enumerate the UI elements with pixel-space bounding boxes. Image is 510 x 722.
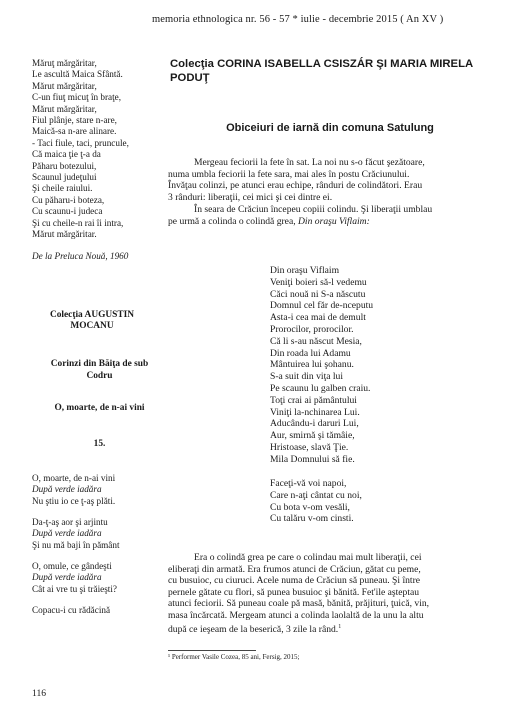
poem-line: Şi cu cheile-n rai îi intra, (32, 217, 124, 228)
verse-line: Cu talăru v-om cinsti. (270, 513, 354, 525)
verse-line: Hristoase, slavă Ţie. (270, 441, 349, 453)
song-refrain: După verde iadăra (32, 484, 102, 495)
footnote-divider (168, 650, 256, 651)
paragraph-text: pe urmă a colinda o colindă grea, (168, 215, 298, 227)
poem-source: De la Preluca Nouă, 1960 (32, 251, 129, 261)
poem-line: Cu păharu-i boteza, (32, 194, 105, 205)
paragraph-line (168, 216, 490, 228)
paragraph-line: Mergeau feciorii la fete în sat. La noi nu s-o făcut şezătoare, (194, 157, 425, 168)
paragraph-line: Era o colindă grea pe care o colindau mai mult liberaţii, cei (194, 552, 422, 563)
verse-line: Faceţi-vă voi napoi, (270, 478, 347, 489)
section-title: Obiceiuri de iarnă din comuna Satulung (226, 122, 434, 134)
intro-paragraph-2 (168, 204, 490, 227)
song-line: Cât ai vre tu şi trăieşti? (32, 583, 117, 594)
verse-line: Că li s-au născut Mesia, (270, 335, 362, 347)
poem-line: Că maica ţie ţ-a da (32, 149, 101, 160)
verse-line: Aducându-i daruri Lui, (270, 418, 359, 430)
paragraph-line: eliberaţi din armată. Era frumos atunci de Crăciun, gătat cu peme, (168, 563, 421, 575)
song-stanza-1 (32, 473, 182, 507)
left-poem (32, 58, 182, 241)
verse-line: Din roada lui Adamu (270, 347, 351, 359)
song-number: 15. (93, 439, 106, 449)
footnote: ¹ Performer Vasile Cozea, 85 ani, Fersig, 2015; (168, 653, 300, 661)
song-line: Nu ştiu io ce ţ-aş plăti. (32, 495, 116, 506)
collection-augustin-heading (32, 310, 182, 333)
poem-line: Mărut mărgăritar. (32, 229, 97, 240)
paragraph-line: În seara de Crăciun începeu copiii colindu. Şi liberaţii umblau (194, 204, 433, 215)
paragraph-line: atunci feciorii. Să puneau coale pă masă, bănită, prăjituri, ţuică, vin, (168, 598, 430, 610)
closing-paragraph (168, 552, 490, 635)
song-stanza-2 (32, 517, 182, 551)
song-line: Copacu-i cu rădăcină (32, 605, 111, 615)
page-number: 116 (32, 688, 47, 699)
poem-line: Mărut mărgăritar, (32, 103, 97, 114)
paragraph-line: Învăţau colinzi, pe atunci erau echipe, rânduri de colindători. Erau (168, 180, 423, 192)
footnote-marker: 1 (338, 623, 342, 630)
poem-line: Scaunul judeţului (32, 172, 97, 183)
collection-augustin-line: MOCANU (70, 321, 114, 332)
song-refrain: După verde iadăra (32, 572, 102, 583)
verse-line: Asta-i cea mai de demult (270, 312, 366, 324)
verse-line: S-a suit din viţa lui (270, 371, 344, 383)
verse-line: Cu bota v-om vesăli, (270, 501, 350, 513)
song-line: O, moarte, de n-ai vini (32, 473, 116, 483)
paragraph-line: pernele gătate cu flori, să punea busuioc şi bănită. Fet'ile aşteptau (168, 586, 420, 598)
poem-line: Maică-sa n-are alinare. (32, 126, 117, 137)
verse-line: Domnul cel făr de-nceputu (270, 300, 374, 312)
verse-stanza-2 (270, 478, 362, 525)
poem-line: Fiul plânje, stare n-are, (32, 115, 117, 126)
paragraph-line: masa încărcată. Mergeam atunci a colinda laolaltă de la unu la altu (168, 609, 424, 621)
verse-line: Din oraşu Viflaim (270, 265, 340, 276)
corinzi-heading (32, 359, 167, 382)
paragraph-text: după ce ieşeam de la beserică, 3 zile la rând. (168, 623, 339, 635)
verse-line: Mila Domnului să fie. (270, 453, 355, 465)
poem-line: Mărut mărgăritar, (32, 80, 97, 91)
verse-line: Mântuirea lui şohanu. (270, 359, 354, 371)
verse-stanza-1 (270, 265, 373, 466)
song-stanza-3 (32, 561, 182, 595)
poem-line: Măruţ mărgăritar, (32, 58, 97, 68)
paragraph-line: 3 rânduri: liberaţii, cei mici şi cei dintre ei. (168, 191, 333, 203)
verse-line: Prorocilor, prorocilor. (270, 323, 354, 335)
poem-line: C-un fiuţ micuţ în braţe, (32, 92, 122, 103)
poem-line: Cu scaunu-i judeca (32, 206, 103, 217)
journal-header: memoria ethnologica nr. 56 - 57 * iulie - decembrie 2015 ( An XV ) (152, 14, 444, 25)
corinzi-heading-line: Codru (86, 370, 113, 381)
verse-line: Pe scaunu lu galben craiu. (270, 382, 371, 394)
paragraph-line: cu busuioc, cu ciuruci. Acele numa de Crăciun să puneau. Şi între (168, 575, 421, 587)
verse-line: Căci nouă ni S-a născutu (270, 288, 366, 300)
poem-line: Păharu botezului, (32, 160, 97, 171)
verse-line: Care n-aţi cântat cu noi, (270, 489, 362, 501)
song-line: O, omule, ce gândeşti (32, 561, 112, 571)
intro-paragraph-1 (168, 157, 490, 203)
verse-line: Veniţi boieri să-l vedemu (270, 276, 367, 288)
song-line: Da-ţ-aş aor şi arjintu (32, 517, 108, 527)
song-refrain: După verde iadăra (32, 528, 102, 539)
paragraph-line (168, 622, 490, 636)
corinzi-heading-line: Corinzi din Băiţa de sub (50, 359, 149, 369)
poem-line: - Taci fiule, taci, pruncule, (32, 137, 129, 148)
song-stanza-4 (32, 605, 182, 616)
paragraph-line: numa umbla feciorii la fete sara, mai ales în postu Crăciunului. (168, 168, 410, 180)
collection-augustin-line: Colecţia AUGUSTIN (49, 310, 135, 320)
verse-line: Toţi crai ai pământului (270, 394, 357, 406)
verse-line: Viniţi la-nchinarea Lui. (270, 406, 360, 418)
collection-title: Colecţia CORINA ISABELLA CSISZÁR ŞI MARIA MIRELA PODUŢ (170, 58, 473, 84)
poem-line: Şi cheile raiului. (32, 183, 93, 194)
poem-line: Le ascultă Maica Sfântă. (32, 69, 123, 80)
song-line: Şi nu mă baji în pământ (32, 539, 120, 550)
verse-line: Aur, smirnă şi tămâie, (270, 430, 355, 442)
song-title: O, moarte, de n-ai vini (54, 403, 145, 413)
colind-title-inline: Din oraşu Viflaim: (298, 215, 370, 227)
